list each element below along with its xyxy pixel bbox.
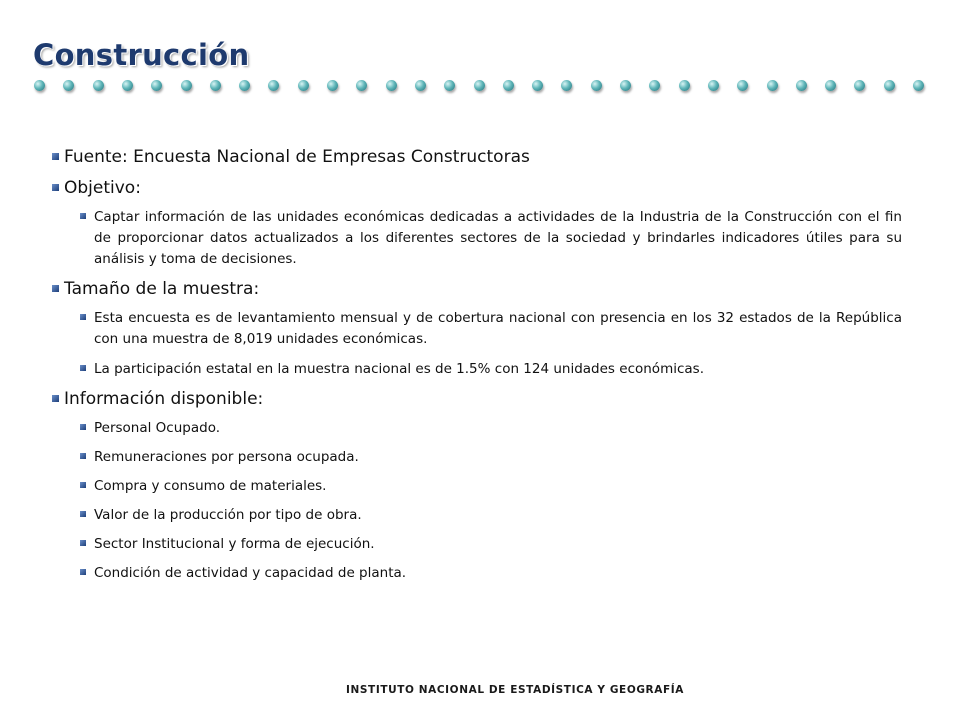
- content-area: [52, 146, 902, 584]
- list-item-text: Compra y consumo de materiales.: [94, 478, 327, 494]
- section-objetivo: [52, 177, 902, 199]
- section-tamano: [52, 278, 902, 300]
- list-item: [94, 534, 902, 555]
- divider-dot: [268, 80, 279, 91]
- square-bullet-icon: [80, 540, 86, 546]
- divider-dot: [532, 80, 543, 91]
- divider-dot: [415, 80, 426, 91]
- square-bullet-icon: [52, 153, 59, 160]
- list-item-text: Captar información de las unidades económicas dedicadas a actividades de la Industria de la Construcción con el fin de proporcionar datos actualizados a los diferentes sectores de la sociedad y brindarles indicadores útiles para su análisis y toma de decisiones.: [94, 209, 902, 267]
- square-bullet-icon: [80, 424, 86, 430]
- section-label: Fuente: Encuesta Nacional de Empresas Constructoras: [64, 147, 530, 167]
- section-informacion: [52, 388, 902, 410]
- section-fuente: [52, 146, 902, 168]
- list-item-text: Esta encuesta es de levantamiento mensual y de cobertura nacional con presencia en los 32 estados de la República con una muestra de 8,019 unidades económicas.: [94, 310, 902, 347]
- divider-dot: [854, 80, 865, 91]
- list-item: [94, 359, 902, 380]
- square-bullet-icon: [52, 395, 59, 402]
- divider-dot: [63, 80, 74, 91]
- page-title: Construcción: [33, 38, 250, 72]
- section-label: Tamaño de la muestra:: [64, 279, 260, 299]
- divider-dot: [620, 80, 631, 91]
- square-bullet-icon: [80, 453, 86, 459]
- institution-logo-text: INSTITUTO NACIONAL DE ESTADÍSTICA Y GEOGRAFÍA: [346, 684, 684, 696]
- divider-dot: [913, 80, 924, 91]
- list-item: [94, 563, 902, 584]
- divider-dot: [737, 80, 748, 91]
- divider-dot: [503, 80, 514, 91]
- square-bullet-icon: [52, 184, 59, 191]
- square-bullet-icon: [80, 569, 86, 575]
- list-item: [94, 308, 902, 350]
- divider-dot: [796, 80, 807, 91]
- list-item: [94, 207, 902, 270]
- list-item-text: Valor de la producción por tipo de obra.: [94, 507, 362, 523]
- divider-dot: [181, 80, 192, 91]
- list-item-text: La participación estatal en la muestra nacional es de 1.5% con 124 unidades económicas.: [94, 361, 704, 377]
- divider-dot: [327, 80, 338, 91]
- list-item: [94, 505, 902, 526]
- dot-divider: [30, 78, 930, 94]
- divider-dot: [708, 80, 719, 91]
- square-bullet-icon: [80, 213, 86, 219]
- divider-dot: [679, 80, 690, 91]
- list-item: [94, 447, 902, 468]
- divider-dot: [122, 80, 133, 91]
- divider-dot: [34, 80, 45, 91]
- divider-dot: [649, 80, 660, 91]
- list-item: [94, 418, 902, 439]
- divider-dot: [884, 80, 895, 91]
- section-label: Información disponible:: [64, 389, 264, 409]
- square-bullet-icon: [80, 314, 86, 320]
- list-item: [94, 476, 902, 497]
- divider-dot: [561, 80, 572, 91]
- divider-dot: [356, 80, 367, 91]
- square-bullet-icon: [80, 482, 86, 488]
- divider-dot: [210, 80, 221, 91]
- divider-dot: [239, 80, 250, 91]
- list-item-text: Sector Institucional y forma de ejecución.: [94, 536, 375, 552]
- divider-dot: [386, 80, 397, 91]
- section-label: Objetivo:: [64, 178, 141, 198]
- list-item-text: Remuneraciones por persona ocupada.: [94, 449, 359, 465]
- divider-dot: [591, 80, 602, 91]
- divider-dot: [93, 80, 104, 91]
- divider-dot: [151, 80, 162, 91]
- divider-dot: [825, 80, 836, 91]
- divider-dot: [298, 80, 309, 91]
- square-bullet-icon: [80, 511, 86, 517]
- list-item-text: Condición de actividad y capacidad de planta.: [94, 565, 407, 581]
- square-bullet-icon: [52, 285, 59, 292]
- square-bullet-icon: [80, 365, 86, 371]
- divider-dot: [474, 80, 485, 91]
- divider-dot: [444, 80, 455, 91]
- divider-dot: [767, 80, 778, 91]
- list-item-text: Personal Ocupado.: [94, 420, 221, 436]
